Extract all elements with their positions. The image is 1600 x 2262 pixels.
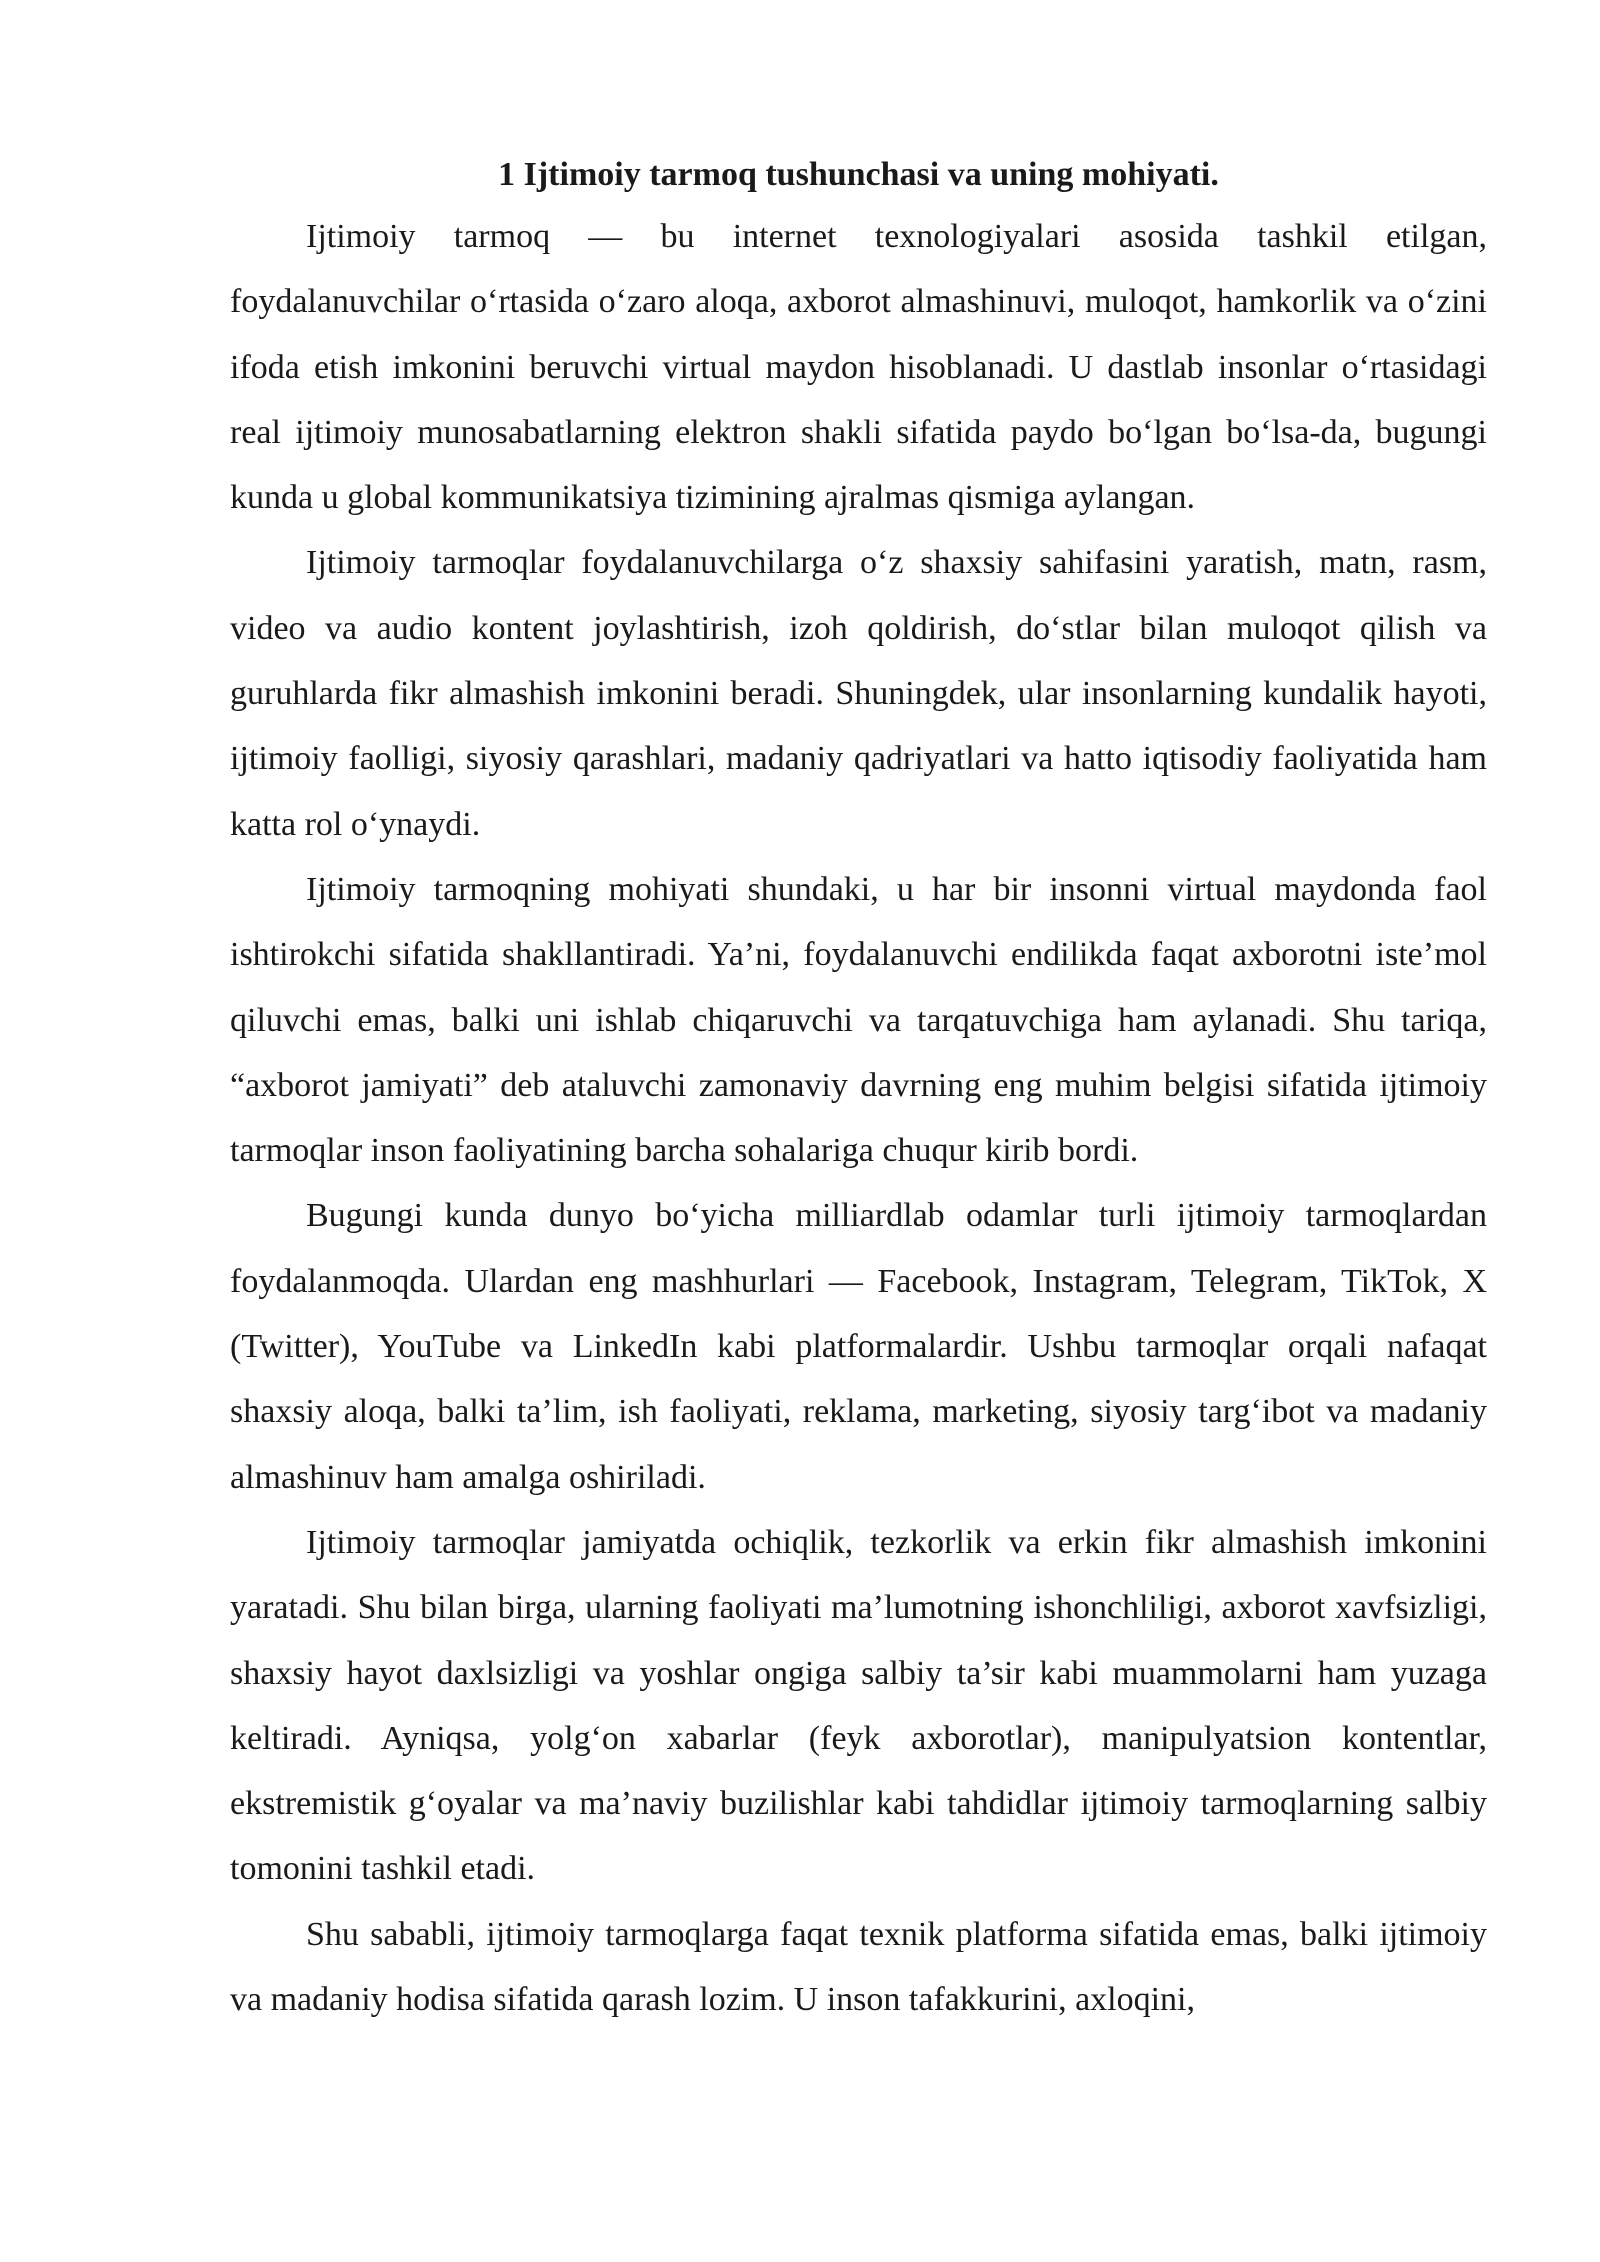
paragraph: Ijtimoiy tarmoqlar foydalanuvchilarga o‘z shaxsiy sahifasini yaratish, matn, rasm, video va audio kontent joylashtirish, izoh qoldirish, do‘stlar bilan muloqot qilish va guruhlarda fikr almashish imkonini beradi. Shuningdek, ular insonlarning kundalik hayoti, ijtimoiy faolligi, siyosiy qarashlari, madaniy qadriyatlari va hatto iqtisodiy faoliyatida ham katta rol o‘ynaydi. xyxy=(230,544,1487,843)
section-heading: 1 Ijtimoiy tarmoq tushunchasi va uning mohiyati. xyxy=(498,156,1219,193)
document-body xyxy=(230,150,1487,2032)
paragraph: Ijtimoiy tarmoqning mohiyati shundaki, u har bir insonni virtual maydonda faol ishtirokchi sifatida shakllantiradi. Ya’ni, foydalanuvchi endilikda faqat axborotni iste’mol qiluvchi emas, balki uni ishlab chiqaruvchi va tarqatuvchiga ham aylanadi. Shu tariqa, “axborot jamiyati” deb ataluvchi zamonaviy davrning eng muhim belgisi sifatida ijtimoiy tarmoqlar inson faoliyatining barcha sohalariga chuqur kirib bordi. xyxy=(230,870,1487,1170)
paragraph: Bugungi kunda dunyo bo‘yicha milliardlab odamlar turli ijtimoiy tarmoqlardan foydalanmoqda. Ulardan eng mashhurlari — Facebook, Instagram, Telegram, TikTok, X (Twitter), YouTube va LinkedIn kabi platformalardir. Ushbu tarmoqlar orqali nafaqat shaxsiy aloqa, balki ta’lim, ish faoliyati, reklama, marketing, siyosiy targ‘ibot va madaniy almashinuv ham amalga oshiriladi. xyxy=(230,1197,1487,1496)
paragraph-truncated: Shu sababli, ijtimoiy tarmoqlarga faqat texnik platforma sifatida emas, balki ijtimoiy va madaniy hodisa sifatida qarash lozim. U inson tafakkurini, axloqini, xyxy=(230,1915,1487,2019)
paragraph: Ijtimoiy tarmoqlar jamiyatda ochiqlik, tezkorlik va erkin fikr almashish imkonini yaratadi. Shu bilan birga, ularning faoliyati ma’lumotning ishonchliligi, axborot xavfsizligi, shaxsiy hayot daxlsizligi va yoshlar ongiga salbiy ta’sir kabi muammolarni ham yuzaga keltiradi. Ayniqsa, yolg‘on xabarlar (feyk axborotlar), manipulyatsion kontentlar, ekstremistik g‘oyalar va ma’naviy buzilishlar kabi tahdidlar ijtimoiy tarmoqlarning salbiy tomonini tashkil etadi. xyxy=(230,1523,1487,1888)
paragraph: Ijtimoiy tarmoq — bu internet texnologiyalari asosida tashkil etilgan, foydalanuvchilar o‘rtasida o‘zaro aloqa, axborot almashinuvi, muloqot, hamkorlik va o‘zini ifoda etish imkonini beruvchi virtual maydon hisoblanadi. U dastlab insonlar o‘rtasidagi real ijtimoiy munosabatlarning elektron shakli sifatida paydo bo‘lgan bo‘lsa-da, bugungi kunda u global kommunikatsiya tizimining ajralmas qismiga aylangan. xyxy=(230,218,1487,517)
